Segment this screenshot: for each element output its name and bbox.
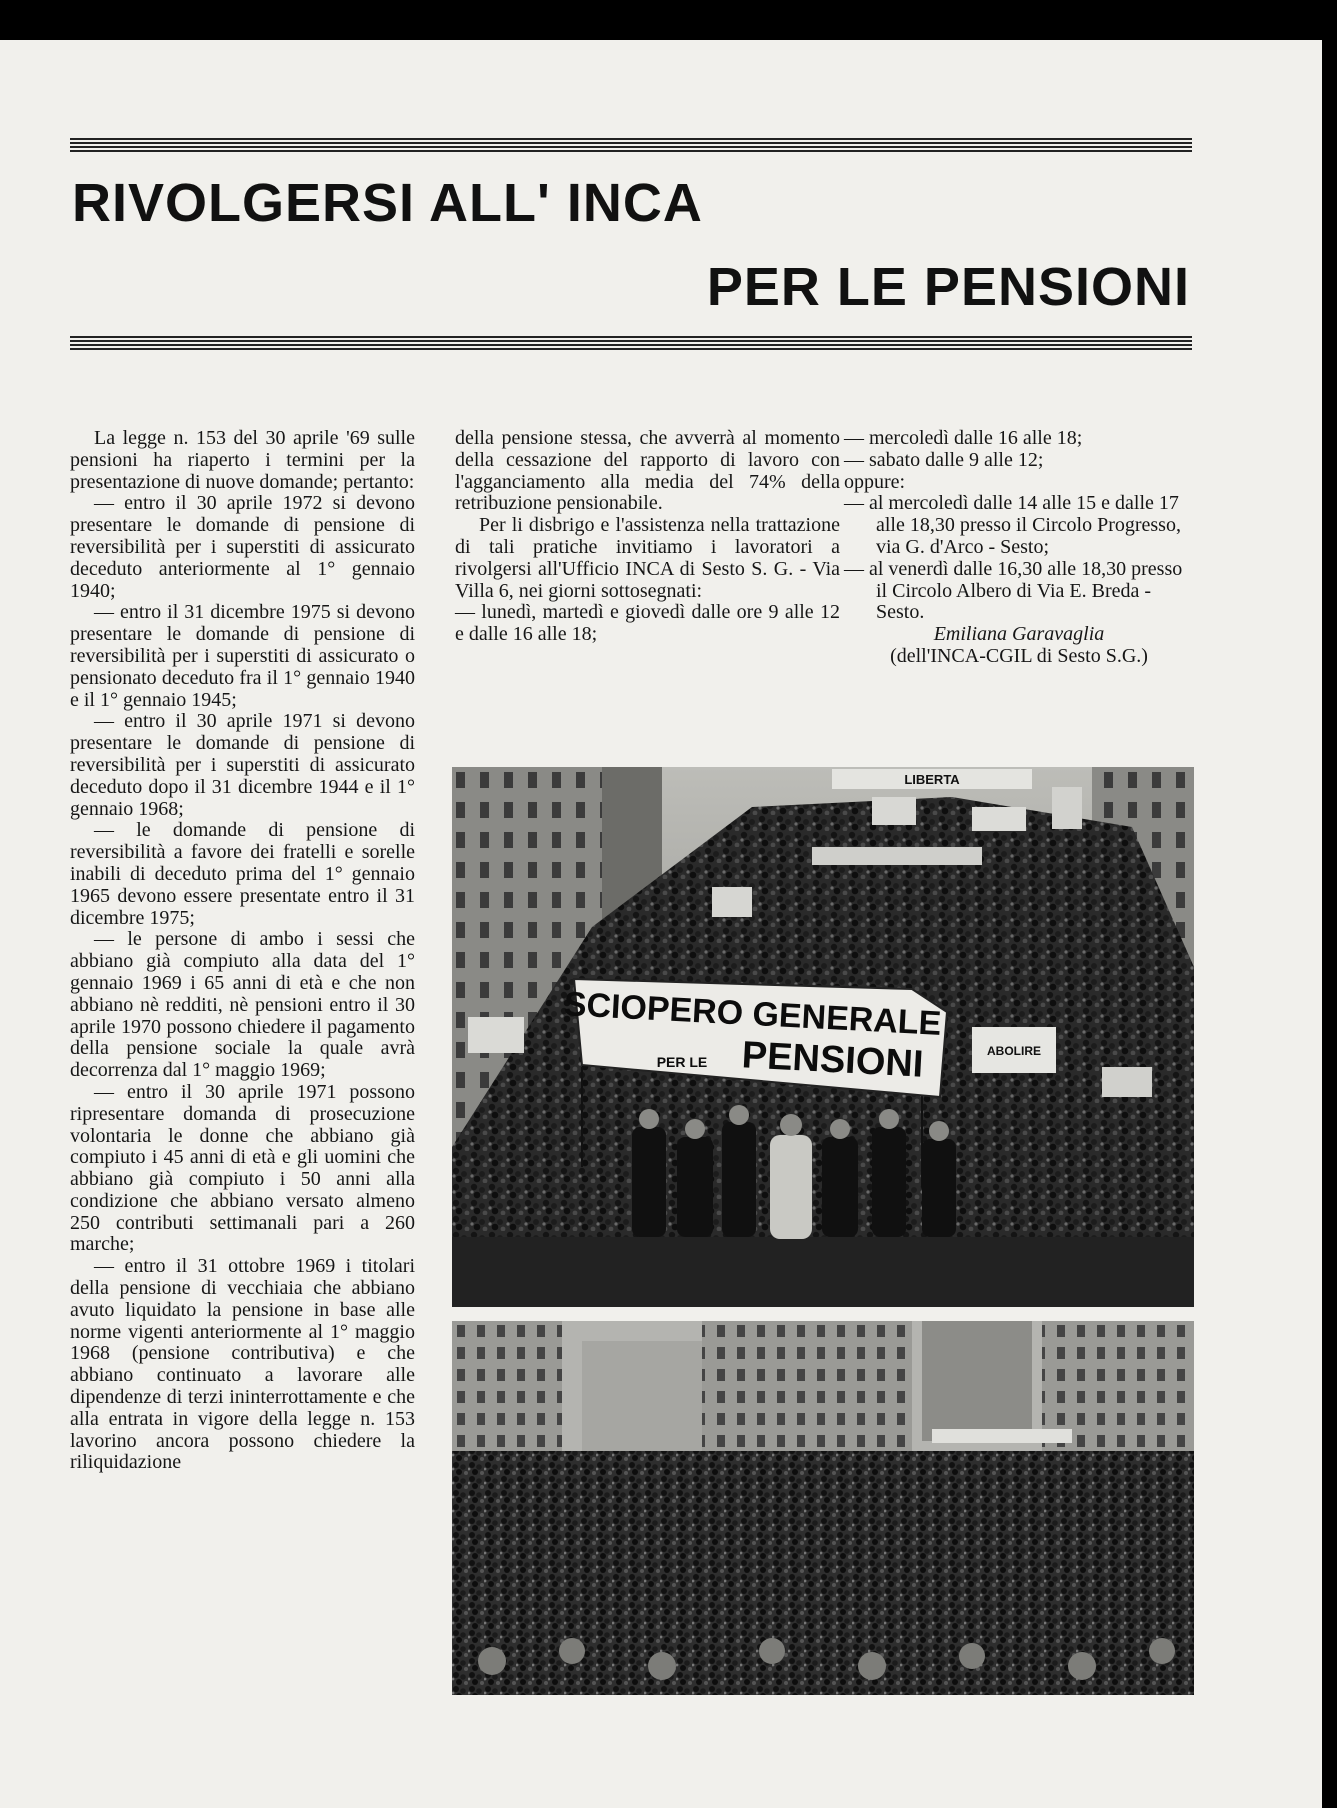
banner-line-1: SCIOPERO GENERALE [562,985,943,1043]
paragraph: — le persone di ambo i sessi che abbiano già compiuto alla data del 1° gennaio 1969 i 65 anni di età e che non abbiano nè redditi, nè pensioni entro il 30 aprile 1970 possono chiedere il pagamento della pensione sociale la quale avrà decorrenza dal 1° maggio 1969; [70,928,415,1082]
sign-text-right: ABOLIRE [987,1044,1041,1058]
signature-organization: (dell'INCA-CGIL di Sesto S.G.) [890,644,1148,667]
magazine-page [0,40,1322,1808]
top-rule [70,138,1192,152]
paragraph: — le domande di pensione di reversibilità a favore dei fratelli e sorelle inabili di deceduto prima del 1° gennaio 1965 devono essere presentate entro il 31 dicembre 1975; [70,819,415,929]
schedule-item: — mercoledì dalle 16 alle 18; [844,427,1083,449]
schedule-item: oppure: [844,470,906,493]
article-column-2 [455,428,840,646]
paragraph: della pensione stessa, che avverrà al momento della cessazione del rapporto di lavoro con l'agganciamento alla media del 74% della retribuzione pensionabile. [455,427,840,515]
banner-line-2: PENSIONI [740,1034,925,1086]
paragraph: — entro il 31 dicembre 1975 si devono presentare le domande di pensione di reversibilità per i superstiti di assicurato o pensionato deceduto fra il 1° gennaio 1940 e il 1° gennaio 1945; [70,601,415,711]
schedule-item: — sabato dalle 9 alle 12; [844,448,1044,471]
paragraph: La legge n. 153 del 30 aprile '69 sulle pensioni ha riaperto i termini per la presentazione di nuove domande; pertanto: [70,427,415,493]
crowd-square-photo [452,1321,1194,1695]
paragraph: — entro il 31 ottobre 1969 i titolari della pensione di vecchiaia che abbiano avuto liquidato la pensione in base alle norme vigenti anteriormente al 1° maggio 1968 (pensione contributiva) e che abbiano continuato a lavorare alle dipendenze di terzi ininterrottamente e che alla entrata in vigore della legge n. 153 lavorino ancora possono chiedere la riliquidazione [70,1255,415,1474]
sign-text-top: LIBERTA [904,772,960,787]
schedule-item: — al venerdì dalle 16,30 alle 18,30 presso il Circolo Albero di Via E. Breda - Sesto. [844,557,1183,624]
headline-line-2: PER LE PENSIONI [706,257,1190,317]
article-column-3 [844,428,1194,668]
banner-small: PER LE [656,1054,708,1070]
paragraph: — entro il 30 aprile 1972 si devono presentare le domande di pensione di reversibilità per i superstiti di assicurato deceduto anteriormente al 1° gennaio 1940; [70,492,415,602]
paragraph: — entro il 30 aprile 1971 si devono presentare le domande di pensione di reversibilità per i superstiti di assicurato deceduto dopo il 31 dicembre 1944 e il 1° gennaio 1968; [70,710,415,820]
signature-name: Emiliana Garavaglia [933,623,1105,646]
bottom-rule [70,336,1192,350]
paragraph: — lunedì, martedì e giovedì dalle ore 9 alle 12 e dalle 16 alle 18; [455,601,840,646]
paragraph: Per li disbrigo e l'assistenza nella trattazione di tali pratiche invitiamo i lavoratori a rivolgersi all'Ufficio INCA di Sesto S. G. - Via Villa 6, nei giorni sottosegnati: [455,514,840,602]
march-photo [452,767,1194,1307]
headline-line-1: RIVOLGERSI ALL' INCA [72,173,703,233]
schedule-item: — al mercoledì dalle 14 alle 15 e dalle 17 alle 18,30 presso il Circolo Progresso, via G. d'Arco - Sesto; [844,492,1181,558]
article-column-1 [70,428,415,1474]
paragraph: — entro il 30 aprile 1971 possono ripresentare domanda di prosecuzione volontaria le donne che abbiano già compiuto i 45 anni di età e gli uomini che abbiano già compiuto i 50 anni alla condizione che abbiano versato almeno 250 contributi settimanali pari a 260 marche; [70,1080,415,1256]
